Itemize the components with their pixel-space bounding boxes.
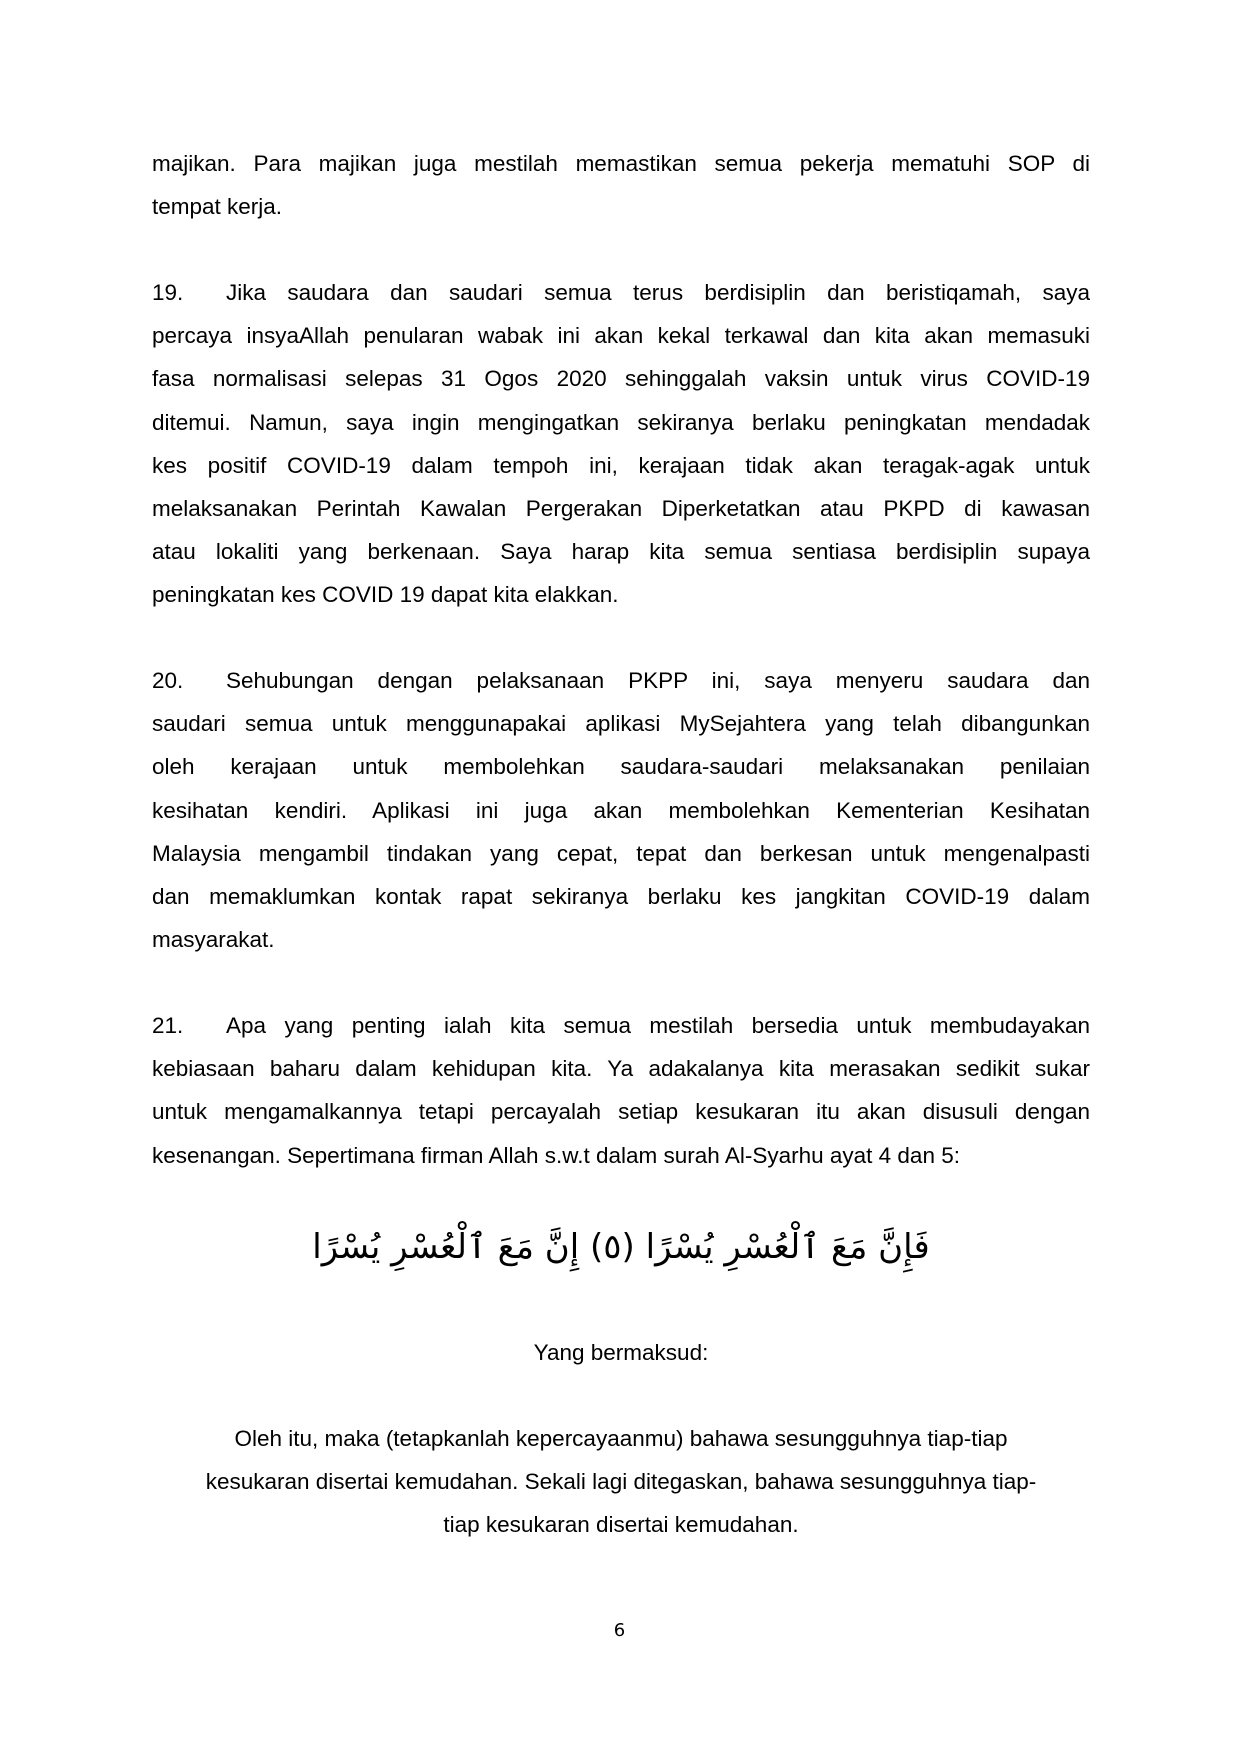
text-line: masyarakat. bbox=[152, 927, 275, 953]
quran-verse: فَإِنَّ مَعَ ٱلْعُسْرِ يُسْرًا (٥) إِنَّ مَعَ ٱلْعُسْرِ يُسْرًا bbox=[312, 1227, 930, 1267]
translation-line: kesukaran disertai kemudahan. Sekali lagi ditegaskan, bahawa sesungguhnya tiap- bbox=[205, 1469, 1037, 1495]
text-line: oleh kerajaan untuk membolehkan saudara-saudari melaksanakan penilaian bbox=[152, 754, 1090, 780]
paragraph-number: 21. bbox=[152, 1013, 184, 1038]
translation-block bbox=[152, 1417, 1090, 1547]
text-line: atau lokaliti yang berkenaan. Saya harap kita semua sentiasa berdisiplin supaya bbox=[152, 539, 1090, 565]
text-line: melaksanakan Perintah Kawalan Pergerakan Diperketatkan atau PKPD di kawasan bbox=[152, 495, 1090, 521]
text-line: Sehubungan dengan pelaksanaan PKPP ini, saya menyeru saudara dan bbox=[226, 668, 1090, 693]
paragraph-21 bbox=[152, 1004, 1090, 1177]
continuation-paragraph bbox=[152, 142, 1090, 228]
paragraph-first-line bbox=[152, 1004, 1090, 1047]
text-line: untuk mengamalkannya tetapi percayalah setiap kesukaran itu akan disusuli dengan bbox=[152, 1099, 1090, 1125]
paragraph-first-line bbox=[152, 271, 1090, 314]
translation-line: tiap kesukaran disertai kemudahan. bbox=[443, 1512, 799, 1538]
meaning-label: Yang bermaksud: bbox=[533, 1340, 709, 1365]
text-line: Apa yang penting ialah kita semua mestilah bersedia untuk membudayakan bbox=[226, 1013, 1090, 1038]
paragraph-20 bbox=[152, 659, 1090, 961]
text-line: kesihatan kendiri. Aplikasi ini juga akan membolehkan Kementerian Kesihatan bbox=[152, 797, 1090, 823]
meaning-label-block bbox=[152, 1331, 1090, 1374]
text-line: peningkatan kes COVID 19 dapat kita elakkan. bbox=[152, 582, 619, 608]
text-line: kes positif COVID-19 dalam tempoh ini, kerajaan tidak akan teragak-agak untuk bbox=[152, 452, 1090, 478]
text-line: majikan. Para majikan juga mestilah memastikan semua pekerja mematuhi SOP di bbox=[152, 151, 1090, 176]
text-line: saudari semua untuk menggunapakai aplikasi MySejahtera yang telah dibangunkan bbox=[152, 711, 1090, 737]
text-line: fasa normalisasi selepas 31 Ogos 2020 sehinggalah vaksin untuk virus COVID-19 bbox=[152, 366, 1090, 392]
text-line: kebiasaan baharu dalam kehidupan kita. Ya adakalanya kita merasakan sedikit sukar bbox=[152, 1056, 1090, 1082]
paragraph-number: 20. bbox=[152, 668, 184, 693]
page-number: 6 bbox=[613, 1620, 626, 1641]
text-line: kesenangan. Sepertimana firman Allah s.w.t dalam surah Al-Syarhu ayat 4 dan 5: bbox=[152, 1142, 960, 1168]
text-line: ditemui. Namun, saya ingin mengingatkan sekiranya berlaku peningkatan mendadak bbox=[152, 409, 1090, 435]
text-line: dan memaklumkan kontak rapat sekiranya berlaku kes jangkitan COVID-19 dalam bbox=[152, 883, 1090, 909]
text-line: Jika saudara dan saudari semua terus berdisiplin dan beristiqamah, saya bbox=[226, 280, 1090, 305]
text-line: percaya insyaAllah penularan wabak ini akan kekal terkawal dan kita akan memasuki bbox=[152, 323, 1090, 349]
text-line: Malaysia mengambil tindakan yang cepat, tepat dan berkesan untuk mengenalpasti bbox=[152, 840, 1090, 866]
paragraph-first-line bbox=[152, 659, 1090, 702]
paragraph-19 bbox=[152, 271, 1090, 617]
translation-line: Oleh itu, maka (tetapkanlah kepercayaanmu) bahawa sesungguhnya tiap-tiap bbox=[234, 1426, 1008, 1451]
paragraph-number: 19. bbox=[152, 280, 184, 305]
text-line: tempat kerja. bbox=[152, 194, 283, 220]
